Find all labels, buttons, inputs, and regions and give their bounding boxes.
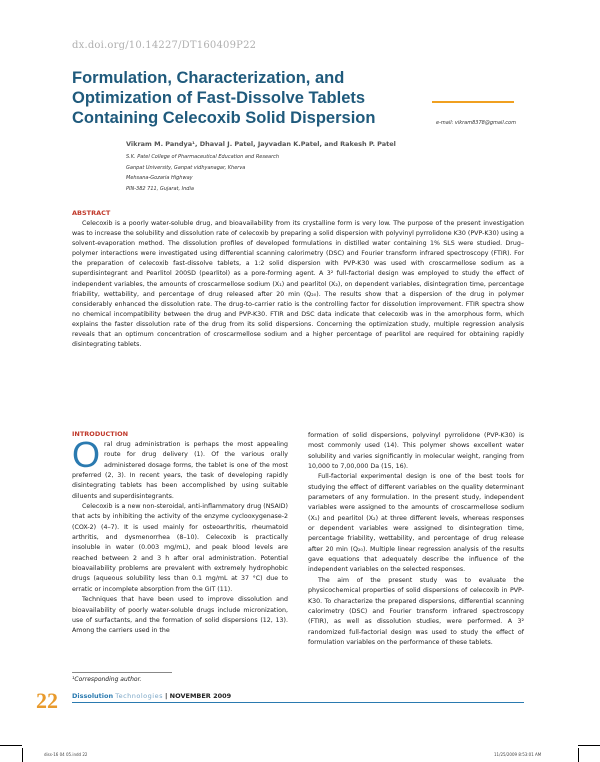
affiliation-line: Mehsana-Gozaria Highway (126, 175, 193, 181)
drop-cap: O (72, 434, 101, 475)
abstract-text: Celecoxib is a poorly water-soluble drug, and bioavailability from its crystalline form is very low. The purpose of the present investigation was to increase the solubility and dissolution rate of celecoxib by preparing a solid dispersion with polyvinyl pyrrolidone K30 (PVP-K30) using a solvent-evaporation method. The dissolution profiles of developed formulations in distilled water containing 1% SLS were studied. Drug–polymer interactions were investigated using differential scanning calorimetry (DSC) and Fourier transform infrared spectroscopy (FTIR). For the preparation of celecoxib fast-dissolve tablets, a 1:2 solid dispersion with PVP-K30 was used with croscarmellose sodium as a superdisintegrant and Pearlitol 200SD (pearlitol) as a pore-forming agent. A 3² full-factorial design was employed to study the effect of independent variables, the amounts of croscarmellose sodium (X₁) and pearlitol (X₂), on dependent variables, disintegration time, percentage friability, wettability, and percentage of drug released after 20 min (Q₂₀). The results show that a dispersion of the drug in polymer considerably enhanced the dissolution rate. The drug-to-carrier ratio is the controlling factor for dissolution improvement. FTIR spectra show no chemical incompatibility between the drug and PVP-K30. FTIR and DSC data indicate that celecoxib was in the amorphous form, which explains the faster dissolution rate of the drug from its solid dispersions. Concerning the optimization study, multiple regression analysis reveals that an optimum concentration of croscarmellose sodium and a higher percentage of pearlitol are required for obtaining rapidly disintegrating tablets. (72, 220, 524, 349)
footnote: ¹Corresponding author. (72, 676, 142, 683)
abstract-body (72, 219, 524, 350)
journal-name-bold: Dissolution (72, 692, 114, 700)
article-title (72, 68, 452, 128)
introduction-heading: INTRODUCTION (72, 430, 129, 438)
print-slug-file: diss-16 04 05.indd 22 (44, 752, 88, 757)
right-column (308, 431, 524, 648)
footnote-rule (72, 672, 172, 673)
page-number: 22 (36, 688, 58, 713)
paragraph: Full-factorial experimental design is one of the best tools for studying the effect of different variables on the quality determinant parameters of any formulation. In the present study, independent variables were assigned to the amounts of croscarmellose sodium (X₁) and pearlitol (X₂) at three different levels, whereas responses or dependent variables were assigned to disintegration time, percentage friability, wettability, and percentage of drug release after 20 min (Q₂₀). Multiple linear regression analysis of the results gave equations that adequately describe the influence of the independent variables on the selected responses. (308, 473, 524, 574)
crop-mark (0, 745, 22, 746)
author-list: Vikram M. Pandya¹, Dhaval J. Patel, Jayvadan K.Patel, and Rakesh P. Patel (126, 140, 396, 148)
crop-mark (578, 748, 579, 762)
print-slug-date: 11/25/2009 8:53:01 AM (494, 752, 542, 757)
affiliation-line: PIN-382 711, Gujarat, India (126, 185, 194, 192)
title-line: Containing Celecoxib Solid Dispersion (72, 109, 376, 127)
footer-rule (72, 702, 524, 703)
author-email[interactable]: e-mail: vikram8378@gmail.com (436, 120, 516, 126)
paragraph: Techniques that have been used to improve dissolution and bioavailability of poorly water-soluble drugs include micronization, use of surfactants, and the formation of solid dispersions (12, 13). Among the carriers used in the (72, 596, 288, 635)
affiliation-line: Ganpat University, Ganpat vidhyanagar, Kherva (126, 164, 246, 171)
author-affiliation (126, 152, 279, 194)
paragraph: Celecoxib is a new non-steroidal, anti-inflammatory drug (NSAID) that acts by inhibiting the activity of the enzyme cyclooxygenase-2 (COX-2) (4–7). It is used mainly for osteoarthritis, rheumatoid arthritis, and dysmenorrhea (8–10). Celecoxib is practically insoluble in water (0.003 mg/mL), and peak blood levels are reached between 2 and 3 h after oral administration. Potential bioavailability problems are prevalent with extremely hydrophobic drugs (aqueous solubility less than 0.1 mg/mL at 37 °C) due to erratic or incomplete absorption from the GIT (11). (72, 503, 288, 593)
abstract-heading: ABSTRACT (72, 209, 111, 217)
crop-mark (22, 748, 23, 762)
paragraph: formation of solid dispersions, polyvinyl pyrrolidone (PVP-K30) is most commonly used (14). This polymer shows excellent water solubility and varies significantly in molecular weight, ranging from 10,000 to 7,00,000 Da (15, 16). (308, 432, 524, 471)
journal-name-light: Technologies (115, 692, 163, 700)
paragraph: ral drug administration is perhaps the most appealing route for drug delivery (1). Of the various orally administered dosage forms, the tablet is one of the most preferred (2, 3). In recent years, the task of developing rapidly disintegrating tablets has been accomplished by using suitable diluents and superdisintegrants. (72, 441, 288, 500)
title-accent-rule (432, 101, 514, 103)
doi-link[interactable]: dx.doi.org/10.14227/DT160409P22 (72, 40, 257, 51)
title-line: Formulation, Characterization, and (72, 69, 345, 87)
journal-issue: | NOVEMBER 2009 (165, 692, 232, 700)
journal-footer (72, 692, 231, 700)
crop-mark (578, 745, 600, 746)
paragraph: The aim of the present study was to evaluate the physicochemical properties of solid dispersions of celecoxib in PVP-K30. To characterize the prepared dispersions, differential scanning calorimetry (DSC) and Fourier transform infrared spectroscopy (FTIR), as well as dissolution studies, were performed. A 3² randomized full-factorial design was used to study the effect of formulation variables on the performance of these tablets. (308, 576, 524, 646)
title-line: Optimization of Fast-Dissolve Tablets (72, 89, 366, 107)
affiliation-line: S.K. Patel College of Pharmaceutical Education and Research (126, 154, 280, 160)
